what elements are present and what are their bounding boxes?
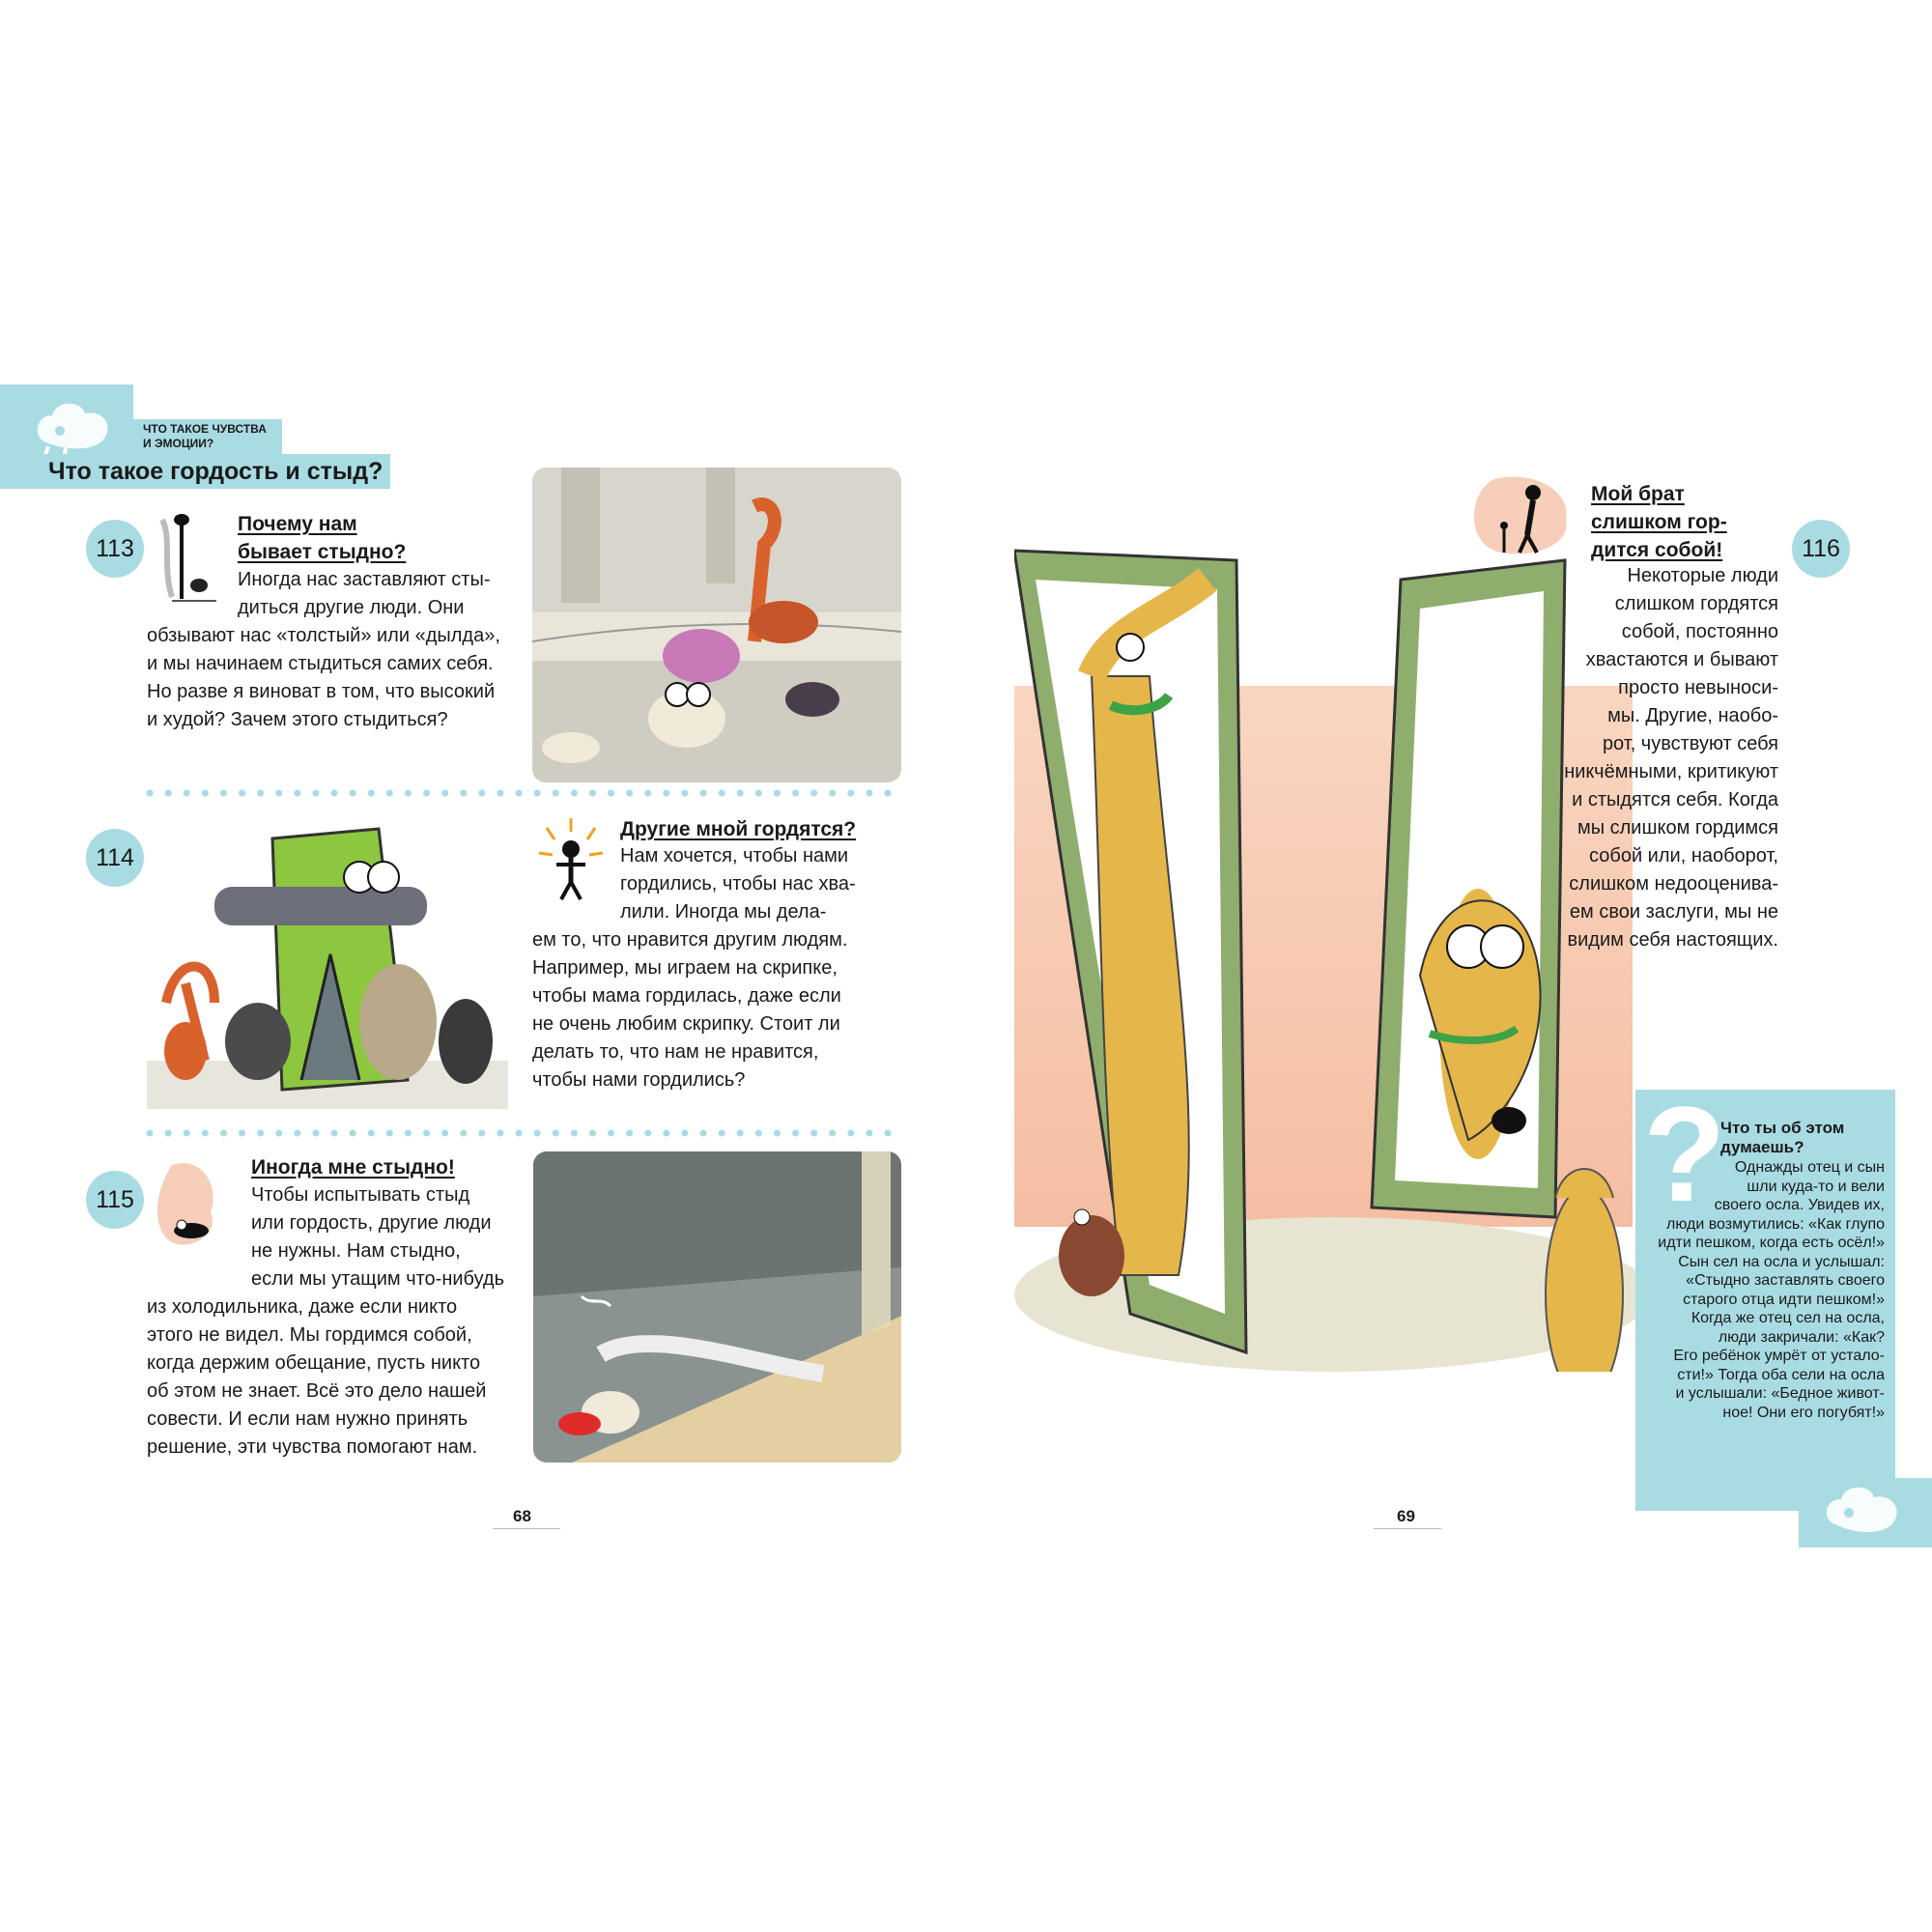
text-line: диться другие люди. Они (238, 597, 465, 618)
section-body-114-wide (532, 926, 847, 1094)
title-line: слишком гор- (1591, 511, 1727, 533)
sidebar-body (1658, 1158, 1885, 1422)
illustration-dogs-mirrors (1014, 541, 1652, 1372)
text-line: хвастаются и бывают (1585, 649, 1778, 670)
footer-mascot-icon (1816, 1480, 1909, 1546)
section-body-115 (251, 1181, 504, 1293)
text-line: Сын сел на осла и услышал: (1678, 1253, 1885, 1270)
think-sidebar (1635, 1078, 1895, 1511)
illustration-dogs-walking (532, 468, 901, 782)
text-line: Но разве я виноват в том, что высокий (147, 681, 496, 702)
text-line: Иногда нас заставляют сты- (238, 569, 491, 590)
text-line: гордились, чтобы нас хва- (620, 873, 856, 895)
text-line: собой, постоянно (1621, 621, 1778, 642)
page-number-left: 68 (513, 1507, 531, 1525)
text-line: и стыдятся себя. Когда (1572, 789, 1778, 810)
text-line: Чтобы испытывать стыд (251, 1184, 470, 1206)
title-line: Мой брат (1591, 483, 1685, 505)
text-line: слишком гордятся (1614, 593, 1778, 614)
text-line: шли куда-то и вели (1747, 1178, 1885, 1195)
text-line: «Стыдно заставлять своего (1686, 1272, 1885, 1289)
page-number-rule (493, 1528, 560, 1529)
text-line: Некоторые люди (1627, 565, 1778, 586)
text-line: просто невыноси- (1618, 677, 1778, 698)
text-line: Например, мы играем на скрипке, (532, 957, 838, 979)
text-line: не очень любим скрипку. Стоит ли (532, 1013, 840, 1035)
question-number-113: 113 (86, 520, 144, 578)
text-line: рот, чувствуют себя (1602, 733, 1778, 754)
text-line: ное! Они его погубят!» (1722, 1404, 1885, 1421)
text-line: из холодильника, даже если никто (147, 1296, 458, 1318)
title-line: Что ты об этом (1720, 1119, 1845, 1137)
section-title-113 (238, 510, 406, 566)
text-line: Его ребёнок умрёт от устало- (1673, 1348, 1885, 1364)
question-number-115: 115 (86, 1171, 144, 1229)
text-line: люди возмутились: «Как глупо (1666, 1215, 1885, 1233)
sidebar-title (1720, 1119, 1844, 1157)
text-line: совести. И если нам нужно принять (147, 1408, 469, 1430)
title-line: думаешь? (1720, 1138, 1804, 1156)
question-mark-icon: ? (1643, 1078, 1726, 1230)
bragging-figure-icon (1465, 471, 1581, 558)
text-line: чтобы нами гордились? (532, 1069, 746, 1091)
text-line: идти пешком, когда есть осёл!» (1658, 1235, 1885, 1251)
text-line: и мы начинаем стыдиться самих себя. (147, 653, 494, 674)
section-title-115 (251, 1153, 455, 1181)
text-line: делать то, что нам не нравится, (532, 1041, 819, 1063)
text-line: ем то, что нравится другим людям. (532, 929, 848, 951)
proud-figure-icon (535, 814, 607, 907)
text-line: решение, эти чувства помогают нам. (147, 1436, 478, 1458)
header-category (143, 422, 267, 451)
text-line: собой или, наоборот, (1589, 845, 1778, 867)
question-number-116: 116 (1792, 520, 1850, 578)
category-line: И ЭМОЦИИ? (143, 437, 214, 450)
section-title-116 (1591, 480, 1727, 564)
text-line: никчёмными, критикуют (1564, 761, 1778, 782)
section-body-116 (1564, 562, 1778, 954)
text-line: или гордость, другие люди (251, 1212, 492, 1234)
text-line: мы слишком гордимся (1577, 817, 1778, 838)
page-number-right: 69 (1397, 1507, 1415, 1525)
section-body-114 (620, 842, 856, 926)
text-line: не нужны. Нам стыдно, (251, 1240, 461, 1262)
ashamed-dog-icon (153, 1155, 230, 1256)
section-body-113 (238, 566, 491, 622)
category-line: ЧТО ТАКОЕ ЧУВСТВА (143, 422, 267, 436)
text-line: и услышали: «Бедное живот- (1675, 1385, 1885, 1402)
title-line: Почему нам (238, 513, 357, 535)
text-line: слишком недооценива- (1569, 873, 1778, 895)
title-line: бывает стыдно? (238, 541, 407, 563)
page-number-rule (1374, 1528, 1441, 1529)
text-line: старого отца идти пешком!» (1683, 1291, 1885, 1308)
dotted-separator (145, 788, 908, 798)
question-number-114: 114 (86, 829, 144, 887)
text-line: когда держим обещание, пусть никто (147, 1352, 481, 1374)
illustration-dogs-trashcan (147, 810, 508, 1109)
text-line: люди закричали: «Как? (1718, 1328, 1885, 1346)
stick-figure-icon (153, 510, 222, 607)
text-line: Нам хочется, чтобы нами (620, 845, 849, 867)
text-line: ем свои заслуги, мы не (1569, 901, 1778, 923)
title-line: Иногда мне стыдно! (251, 1156, 455, 1179)
section-body-115-wide (147, 1293, 486, 1462)
text-line: видим себя настоящих. (1567, 929, 1778, 951)
text-line: этого не видел. Мы гордимся собой, (147, 1324, 472, 1346)
dotted-separator (145, 1128, 908, 1138)
text-line: обзывают нас «толстый» или «дылда», (147, 625, 500, 646)
text-line: своего осла. Увидев их, (1714, 1197, 1885, 1213)
text-line: Однажды отец и сын (1734, 1159, 1885, 1176)
text-line: и худой? Зачем этого стыдиться? (147, 709, 448, 730)
text-line: сти!» Тогда оба сели на осла (1677, 1366, 1885, 1383)
section-body-113-wide (147, 622, 500, 734)
text-line: чтобы мама гордилась, даже если (532, 985, 841, 1007)
title-line: Другие мной гордятся? (620, 818, 857, 840)
text-line: лили. Иногда мы дела- (620, 901, 827, 923)
illustration-dog-fridge (533, 1151, 901, 1463)
text-line: Когда же отец сел на осла, (1690, 1310, 1885, 1326)
text-line: мы. Другие, наобо- (1607, 705, 1778, 726)
section-title-114 (620, 815, 856, 843)
page-title: Что такое гордость и стыд? (48, 458, 384, 485)
text-line: если мы утащим что-нибудь (251, 1268, 504, 1290)
text-line: об этом не знает. Всё это дело нашей (147, 1380, 487, 1402)
title-line: дится собой! (1591, 539, 1723, 561)
